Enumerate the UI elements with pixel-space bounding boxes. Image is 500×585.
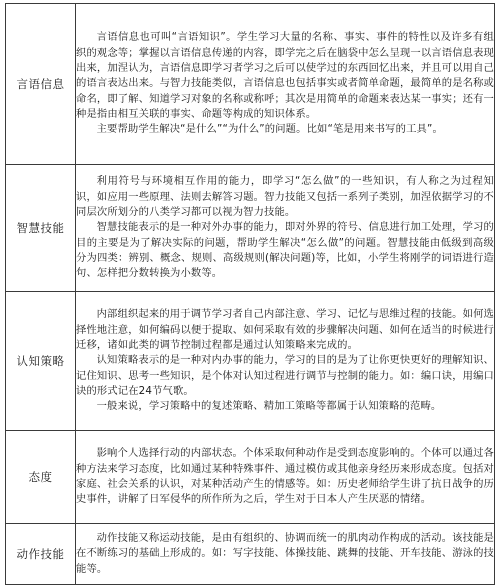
description-cell [76,165,495,292]
table-row [6,524,495,585]
paragraph: 内部组织起来的用于调节学习者自己内部注意、学习、记忆与思维过程的技能。如何选择性地注意，如何编码以便于提取、如何采取有效的步骤解决问题、如何在适当的时候进行迁移，诸如此类的调节控制过程都是通过认知策略来完成的。 [76,308,494,352]
paragraph: 智慧技能表示的是一种对外办事的能力，即对外界的符号、信息进行加工处理，学习的目的主要是为了解决实际的问题，帮助学生解决“怎么做”的问题。智慧技能由低级到高级分为四类：辨别、概念、规则、高级规则(解决问题)等，比如，小学生将刚学的词语进行造句、怎样把分数转换为小数等。 [76,221,494,280]
paragraph: 一般来说，学习策略中的复述策略、精加工策略等都属于认知策略的范畴。 [96,400,442,413]
table-row [6,4,495,165]
table-row [6,292,495,431]
term-cell: 言语信息 [6,4,76,165]
paragraph: 影响个人选择行动的内部状态。个体采取何种动作是受到态度影响的。个体可以通过各种方法来学习态度，比如通过某种特殊事件、通过模仿或其他亲身经历来形成态度。包括对家庭、社会关系的认识，对某种活动产生的情感等。如：历史老师给学生讲了抗日战争的历史事件，讲解了日军侵华的所作所为之后，学生对于日本人产生厌恶的情绪。 [76,447,494,506]
term-cell: 智慧技能 [6,165,76,292]
paragraph: 主要帮助学生解决“是什么”“为什么”的问题。比如“笔是用来书写的工具”。 [96,123,443,136]
term-cell: 动作技能 [6,524,76,585]
term-cell: 态度 [6,431,76,524]
paragraph: 动作技能又称运动技能，是由有组织的、协调而统一的肌肉动作构成的活动。该技能是在不断练习的基础上形成的。如：写字技能、体操技能、跳舞的技能、开车技能、游泳的技能等。 [76,532,494,575]
description-cell [76,431,495,524]
table-row [6,431,495,524]
term-cell: 认知策略 [6,292,76,431]
description-cell [76,524,495,585]
learning-outcomes-table [5,3,495,585]
paragraph: 认知策略表示的是一种对内办事的能力，学习的目的是为了让你更快更好的理解知识、记住知识、思考一些知识，是个体对认知过程进行调节与控制的能力。如：编口诀，用编口诀的形式记在24节气歌。 [76,354,494,397]
description-cell [76,4,495,165]
paragraph: 言语信息也可叫“言语知识”。学生学习大量的名称、事实、事件的特性以及许多有组织的观念等；掌握以言语信息传递的内容，即学完之后在脑袋中怎么呈现一以言语信息表现出来，加涅认为，言语信息即学习者学习之后可以使学过的东西回忆出来，并且可以用自己的语言表达出来。与智力技能类似，言语信息也包括事实或者简单命题，最简单的是名称或命名，即了解、知道学习对象的名称或称呼；其次是用简单的命题来表达某一事实；还有一种是指由相互关联的事实、命题等构成的知识体系。 [76,31,494,120]
paragraph: 利用符号与环境相互作用的能力，即学习“怎么做”的一些知识，有人称之为过程知识，如应用一些原理、法则去解答习题。智力技能又包括一系列子类别，加涅依据学习的不同层次所划分的八类学习都可以视为智力技能。 [76,175,494,219]
table-row [6,165,495,292]
description-cell [76,292,495,431]
